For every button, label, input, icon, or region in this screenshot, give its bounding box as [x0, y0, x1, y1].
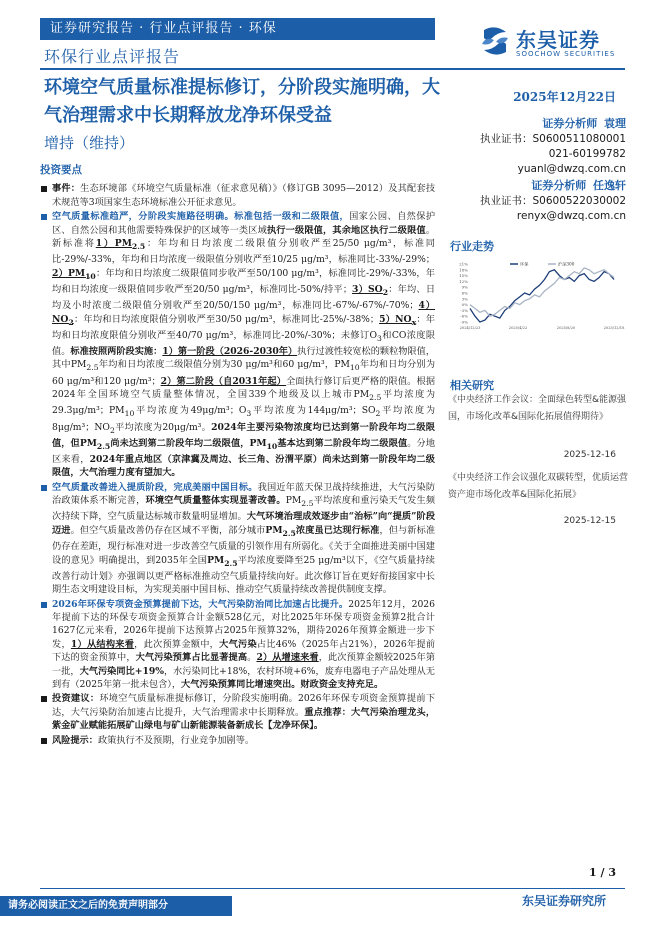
y-tick-label: 0% — [461, 302, 468, 308]
analyst-email[interactable]: renyx@dwzq.com.cn — [516, 210, 626, 222]
page-number: 1 / 3 — [589, 866, 616, 879]
paragraph-risk: 风险提示：政策执行不及预期，行业竞争加剧等。 — [40, 734, 435, 747]
y-tick-label: -3% — [460, 307, 468, 313]
paragraph-quality: 空气质量改善进入提质阶段，完成美丽中国目标。我国近年蓝天保卫战持续推进，大气污染防治政策体系不断完善，环境空气质量整体实现显著改善。$PM_{2.5}$平均浓度和重污染天气发生频次持续下降，空气质量达标城市数量明显增加。大气环境治理成效逐步由“治标”向“提质”阶段迈进。但空气质量改善仍存在区域不平衡，部分城市$PM_{2.5}$浓度虽已达现行标准，但与新标准仍存在差距，现行标准对进一步改善空气质量的引领作用有所弱化。《关于全面推进美丽中国建设的意见》明确提出，到2035年全国$PM_{2.5}$平均浓度要降至25 μg/m³以下，《空气质量持续改善行动计划》亦强调以更严格标准推动空气质量持续向好。此次修订旨在更好衔接国家中长期生态文明建设目标，为实现美丽中国目标、推动空气质量持续改善提供制度支撑。 — [40, 481, 435, 597]
series-line-csi300 — [470, 268, 614, 316]
y-tick-label: 9% — [461, 284, 468, 290]
industry-trend-chart — [448, 258, 625, 342]
breadcrumb: 证券研究报告 · 行业点评报告 · 环保 — [40, 18, 435, 40]
series-line-environmental — [470, 270, 614, 322]
section-title: 投资要点 — [40, 164, 82, 176]
related-research-title: 相关研究 — [450, 379, 494, 392]
analyst-1 — [480, 116, 626, 177]
y-tick-label: -9% — [460, 319, 468, 325]
x-tick-label: 2025/12/18 — [603, 326, 625, 330]
y-tick-label: 15% — [459, 273, 468, 279]
rating: 增持（维持） — [44, 134, 135, 152]
analyst-name: 袁理 — [604, 117, 626, 130]
report-type: 环保行业点评报告 — [44, 47, 181, 66]
chart-title: 行业走势 — [450, 240, 494, 253]
report-date: 2025年12月22日 — [513, 90, 616, 104]
x-tick-label: 2025/8/20 — [556, 326, 576, 330]
y-tick-label: 18% — [459, 267, 468, 273]
soochow-logo-icon — [478, 24, 512, 58]
legend-label: 环保 — [520, 261, 529, 267]
company-logo — [478, 24, 628, 58]
related-item[interactable]: 《中央经济工作会议：全面绿色转型&能源强国，市场化改革&国际化拓展值得期待》 — [448, 395, 627, 422]
x-tick-label: 2025/4/22 — [508, 326, 528, 330]
analyst-license: 执业证书：S0600522030002 — [479, 195, 626, 207]
legend-label: 沪深300 — [558, 261, 575, 267]
paragraph-standards: 空气质量标准趋严，分阶段实施路径明确。标准包括一级和二级限值，国家公园、自然保护区、自然公园和其他需要特殊保护的区域等一类区域执行一级限值，其余地区执行二级限值。新标准将$1)PM_{2.5}$：年均和日均浓度二级限值分别收严至25/50 μg/m³，标准同比-29%/-33%，年均和日均浓度一级限值分别收严至10/25 μg/m³，标准同比-33%/-29%；$2)PM_{10}$：年均和日均浓度二级限值同步收严至50/100 μg/m³，标准同比-29%/-33%，年均和日均浓度一级限值同步收严至20/50 μg/m³，标准同比-50%/持平；$3)SO_2$：年均、日均及小时浓度二级限值分别收严至20/50/150 μg/m³，标准同比-67%/-67%/-70%；$4)NO_2$：年均和日均浓度限值分别收严至30/50 μg/m³，标准同比-25%/-38%；$5)NO_x$：年均和日均浓度限值分别收严至40/70 μg/m³，标准同比-20%/-30%；未修订$O_3$和CO浓度限值。标准按照两阶段实施：1）第一阶段（2026-2030年）执行过渡性较宽松的颗粒物限值，其中$PM_{2.5}$年均和日均浓度二级限值分别为30 μg/m³和60 μg/m³，$PM_{10}$年均和日均分别为60 μg/m³和120 μg/m³；2）第二阶段（自2031年起）全面执行修订后更严格的限值。根据2024年全国环境空气质量整体情况，全国339个地级及以上城市$PM_{2.5}$平均浓度为29.3μg/m³；$PM_{10}$平均浓度为49μg/m³；$O_3$平均浓度为144μg/m³；$SO_2$平均浓度为8μg/m³；$NO_2$平均浓度为20μg/m³。2024年主要污染物浓度均已达到第一阶段年均二级限值，但$PM_{2.5}$尚未达到第二阶段年均二级限值，$PM_{10}$基本达到第二阶段年均二级限值。分地区来看，2024年重点地区（京津冀及周边、长三角、汾渭平原）尚未达到第一阶段年均二级限值，大气治理力度有望加大。 — [40, 210, 435, 480]
paragraph-recommendation: 投资建议：环境空气质量标准提标修订，分阶段实施明确。2026年环保专项资金预算提前下达，大气污染防治加速占比提升，大气治理需求中长期释放。重点推荐：大气污染治理龙头，紫金矿业赋能拓展矿山绿电与矿山新能源装备新成长【龙净环保】。 — [40, 692, 435, 732]
analyst-phone: 021-60199782 — [548, 148, 626, 160]
paragraph-event: 事件：生态环境部《环境空气质量标准（征求意见稿）》（修订GB 3095—2012）及其配套技术规范等3项国家生态环境标准公开征求意见。 — [40, 182, 435, 209]
related-date: 2025-12-15 — [563, 516, 616, 526]
y-tick-label: -6% — [460, 313, 468, 319]
y-tick-label: 6% — [461, 290, 468, 296]
report-title: 环境空气质量标准提标修订，分阶段实施明确，大气治理需求中长期释放龙净环保受益 — [44, 77, 440, 126]
analyst-role: 证券分析师 — [542, 117, 598, 130]
main-content — [40, 164, 435, 748]
header-divider — [40, 68, 625, 70]
y-tick-label: 3% — [461, 296, 468, 302]
logo-text-en: SOOCHOW SECURITIES — [516, 50, 616, 58]
related-item[interactable]: 《中央经济工作会议强化双碳转型，优质运营资产迎市场化改革&国际化拓展》 — [448, 473, 629, 500]
analyst-role: 证券分析师 — [531, 179, 587, 192]
y-tick-label: 21% — [459, 261, 468, 267]
analyst-license: 执业证书：S0600511080001 — [479, 133, 626, 145]
analyst-email[interactable]: yuanl@dwzq.com.cn — [517, 163, 626, 175]
footer-divider — [40, 888, 625, 889]
paragraph-funding: 2026年环保专项资金预算提前下达，大气污染防治同比加速占比提升。2025年12月，2026年提前下达的环保专项资金预算合计金额528亿元，对比2025年环保专项资金预算2批合计1627亿元来看，2026年提前下达预算占2025年预算32%，期待2026年预算金额进一步下发，1）从结构来看，此次预算金额中，大气污染占比46%（2025年占21%），2026年提前下达的资金预算中，大气污染预算占比显著提高。2）从增速来看，此次预算金额较2025年第一批，大气污染同比+19%，水污染同比+18%，农村环境+6%，废弃电器电子产品处理从无到有（2025年第一批未包含），大气污染预算同比增速突出。财政资金支持充足。 — [40, 598, 435, 692]
logo-text: 东吴证券 — [516, 28, 600, 52]
disclaimer-bar[interactable]: 请务必阅读正文之后的免责声明部分 — [0, 896, 232, 916]
analyst-name: 任逸轩 — [593, 179, 626, 192]
y-tick-label: 12% — [459, 278, 468, 284]
related-date: 2025-12-16 — [563, 450, 616, 460]
x-tick-label: 2024/12/23 — [459, 326, 481, 330]
institute-name: 东吴证券研究所 — [521, 894, 606, 908]
analyst-2 — [480, 178, 626, 224]
